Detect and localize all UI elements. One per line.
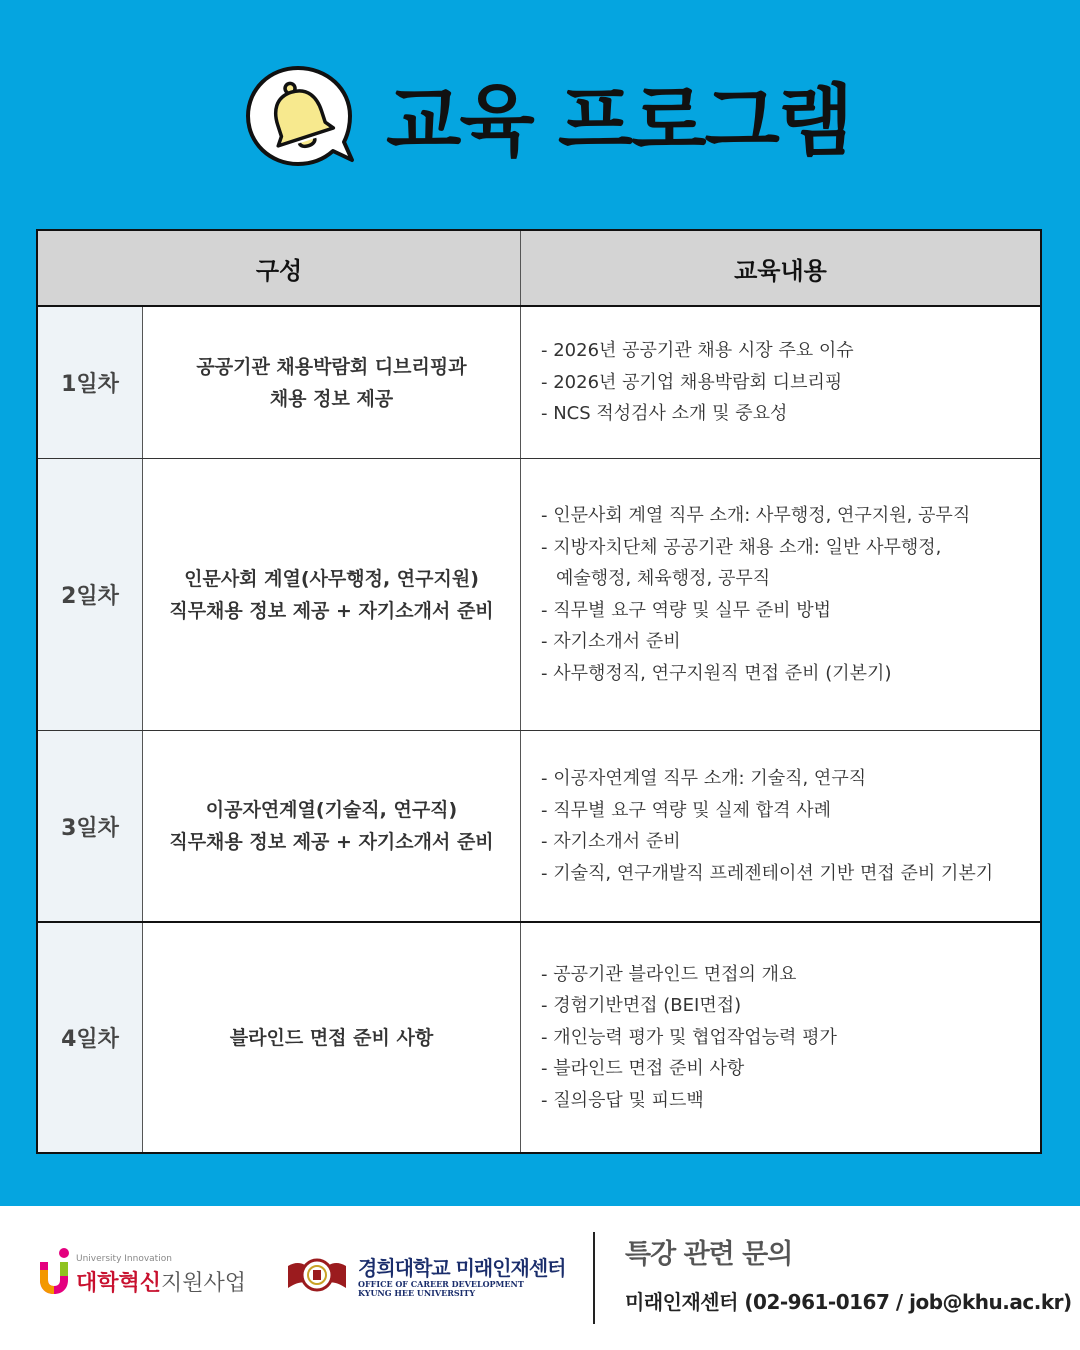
logo2-english-line2: KYUNG HEE UNIVERSITY (358, 1288, 476, 1298)
table-row (38, 921, 1040, 1152)
page-title: 교육 프로그램 (386, 77, 852, 167)
logo1-gray-text: 지원사업 (161, 1271, 247, 1296)
content-item: - 2026년 공공기관 채용 시장 주요 이슈 (541, 340, 854, 362)
topic-line: 이공자연계열(기술직, 연구직) (205, 799, 458, 821)
topic-line: 공공기관 채용박람회 디브리핑과 (196, 355, 467, 378)
content-item: - 자기소개서 준비 (541, 631, 681, 652)
khu-seal-icon (286, 1254, 348, 1294)
topic-cell (143, 459, 521, 730)
inquiry-title: 특강 관련 문의 (625, 1239, 793, 1270)
university-innovation-mark-icon (36, 1246, 72, 1296)
content-item: - 경험기반면접 (BEI면접) (541, 995, 742, 1017)
footer-divider (593, 1232, 595, 1324)
day-label: 3일차 (38, 731, 143, 921)
header-content: 교육내용 (734, 256, 827, 285)
content-cell (521, 923, 1040, 1152)
content-item: 예술행정, 체육행정, 공무직 (556, 568, 771, 589)
content-item: - 직무별 요구 역량 및 실제 합격 사례 (541, 799, 831, 821)
header (0, 0, 1080, 200)
day-label: 4일차 (38, 923, 143, 1152)
khu-career-center-logo (286, 1250, 576, 1300)
content-item: - 블라인드 면접 준비 사항 (541, 1058, 745, 1080)
content-item: - 직무별 요구 역량 및 실무 준비 방법 (541, 599, 831, 621)
content-item: - 사무행정직, 연구지원직 면접 준비 (기본기) (541, 662, 892, 684)
logo2-english-line1: OFFICE OF CAREER DEVELOPMENT (358, 1279, 524, 1289)
content-item: - 질의응답 및 피드백 (541, 1089, 704, 1111)
topic-line: 직무채용 정보 제공 + 자기소개서 준비 (169, 599, 494, 622)
table-row (38, 730, 1040, 921)
table-row (38, 458, 1040, 730)
content-item: - NCS 적성검사 소개 및 중요성 (541, 403, 788, 425)
program-table (36, 229, 1042, 1154)
content-item: - 기술직, 연구개발직 프레젠테이션 기반 면접 준비 기본기 (541, 862, 994, 884)
topic-line: 인문사회 계열(사무행정, 연구지원) (184, 567, 479, 590)
table-header-row (38, 231, 1040, 307)
bell-icon (244, 64, 356, 172)
topic-line: 채용 정보 제공 (269, 387, 394, 410)
logo1-english: University Innovation (76, 1254, 172, 1264)
content-cell (521, 307, 1040, 458)
content-cell (521, 731, 1040, 921)
day-label: 2일차 (38, 459, 143, 730)
content-item: - 지방자치단체 공공기관 채용 소개: 일반 사무행정, (541, 536, 942, 558)
content-item: - 이공자연계열 직무 소개: 기술직, 연구직 (541, 768, 867, 789)
topic-line: 블라인드 면접 준비 사항 (229, 1026, 434, 1049)
logo1-red-text: 대학혁신 (76, 1271, 162, 1296)
table-row (38, 307, 1040, 458)
content-item: - 개인능력 평가 및 협업작업능력 평가 (541, 1026, 837, 1048)
content-item: - 인문사회 계열 직무 소개: 사무행정, 연구지원, 공무직 (541, 505, 971, 526)
topic-cell (143, 923, 521, 1152)
inquiry-contact: 미래인재센터 (02-961-0167 / job@khu.ac.kr) (625, 1290, 1072, 1314)
logo2-name: 경희대학교 미래인재센터 (358, 1256, 566, 1280)
university-innovation-logo (36, 1246, 276, 1296)
topic-cell (143, 307, 521, 458)
day-label: 1일차 (38, 307, 143, 458)
content-item: - 2026년 공기업 채용박람회 디브리핑 (541, 371, 843, 393)
content-item: - 공공기관 블라인드 면접의 개요 (541, 963, 797, 985)
topic-cell (143, 731, 521, 921)
logo1-name (76, 1266, 246, 1297)
header-composition: 구성 (38, 231, 521, 305)
topic-line: 직무채용 정보 제공 + 자기소개서 준비 (169, 831, 494, 853)
content-cell (521, 459, 1040, 730)
content-item: - 자기소개서 준비 (541, 831, 681, 852)
